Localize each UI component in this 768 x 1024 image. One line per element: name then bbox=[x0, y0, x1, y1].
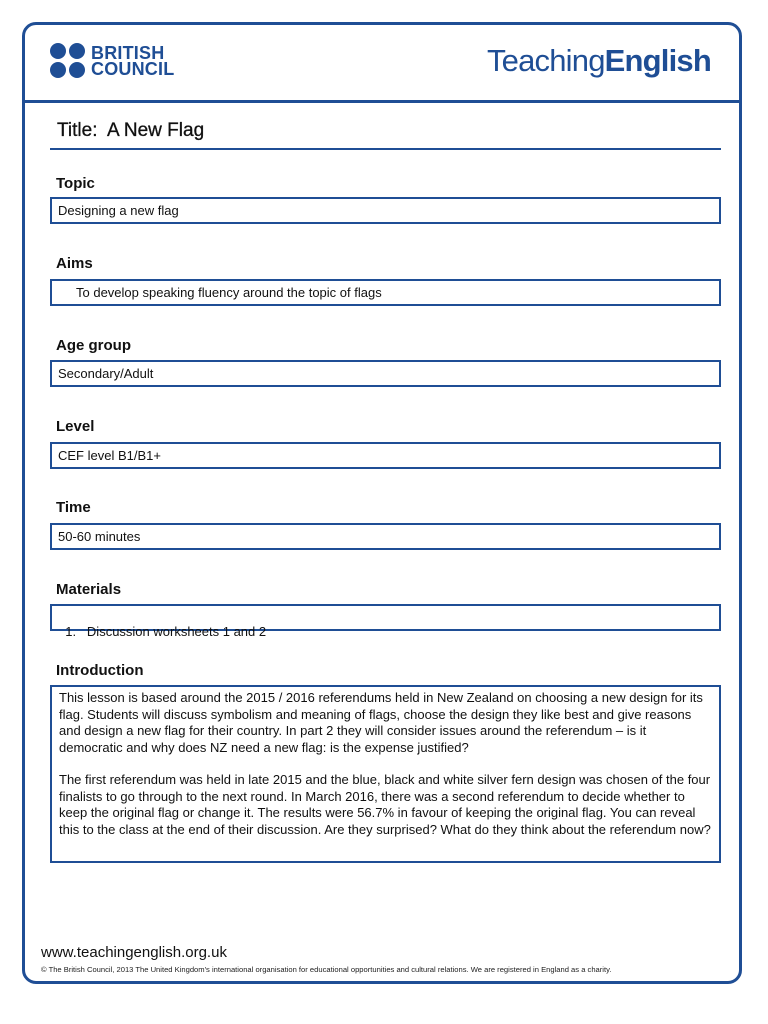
british-council-line2: COUNCIL bbox=[91, 59, 175, 79]
teaching-english-regular: Teaching bbox=[486, 43, 605, 78]
aims-box bbox=[50, 279, 721, 306]
footer-website-link[interactable]: www.teachingenglish.org.uk bbox=[41, 944, 227, 961]
introduction-paragraph-1: This lesson is based around the 2015 / 2016 referendums held in New Zealand on choosing a new design for its flag. Students will discuss symbolism and meaning of flags, choose the design they like best and give reasons and design a new flag for their country. In part 2 they will consider issues around the referendum – is it democratic and why does NZ need a new flag: is the expense justified? bbox=[59, 690, 703, 755]
age-group-box bbox=[50, 360, 721, 387]
age-group-label: Age group bbox=[56, 337, 131, 354]
page-title: Title: A New Flag bbox=[57, 120, 205, 141]
aims-value: To develop speaking fluency around the topic of flags bbox=[76, 285, 382, 300]
british-council-wordmark bbox=[91, 45, 174, 77]
aims-label: Aims bbox=[56, 255, 93, 272]
title-divider bbox=[50, 148, 721, 150]
british-council-logo bbox=[50, 43, 174, 79]
british-council-line1: BRITISH bbox=[91, 43, 165, 63]
age-group-value: Secondary/Adult bbox=[58, 366, 154, 381]
materials-box bbox=[50, 604, 721, 639]
level-value: CEF level B1/B1+ bbox=[58, 448, 161, 463]
materials-label: Materials bbox=[56, 581, 122, 598]
level-label: Level bbox=[56, 418, 95, 435]
time-box bbox=[50, 523, 721, 550]
header-divider bbox=[22, 100, 742, 103]
time-label: Time bbox=[56, 499, 91, 516]
topic-box bbox=[50, 197, 721, 224]
topic-label: Topic bbox=[56, 175, 95, 192]
footer-copyright: © The British Council, 2013 The United Kingdom's international organisation for educational opportunities and cultural relations. We are registered in England as a charity. bbox=[41, 965, 612, 974]
introduction-label: Introduction bbox=[56, 662, 144, 679]
materials-value: 1. Discussion worksheets 1 and 2 bbox=[65, 624, 267, 639]
introduction-paragraph-2: The first referendum was held in late 2015 and the blue, black and white silver fern design was chosen of the four finalists to go through to the next round. In March 2016, there was a second referendum to decide whether to keep the original flag or change it. The results were 56.7% in favour of keeping the original flag. You can reveal this to the class at the end of their discussion. Are they surprised? What do they think about the referendum now? bbox=[59, 772, 711, 837]
level-box bbox=[50, 442, 721, 469]
time-value: 50-60 minutes bbox=[58, 529, 141, 544]
teaching-english-bold: English bbox=[604, 43, 711, 78]
topic-value: Designing a new flag bbox=[58, 203, 179, 218]
introduction-box bbox=[50, 685, 721, 863]
british-council-dots-icon bbox=[50, 43, 86, 79]
teaching-english-logo bbox=[487, 43, 711, 79]
